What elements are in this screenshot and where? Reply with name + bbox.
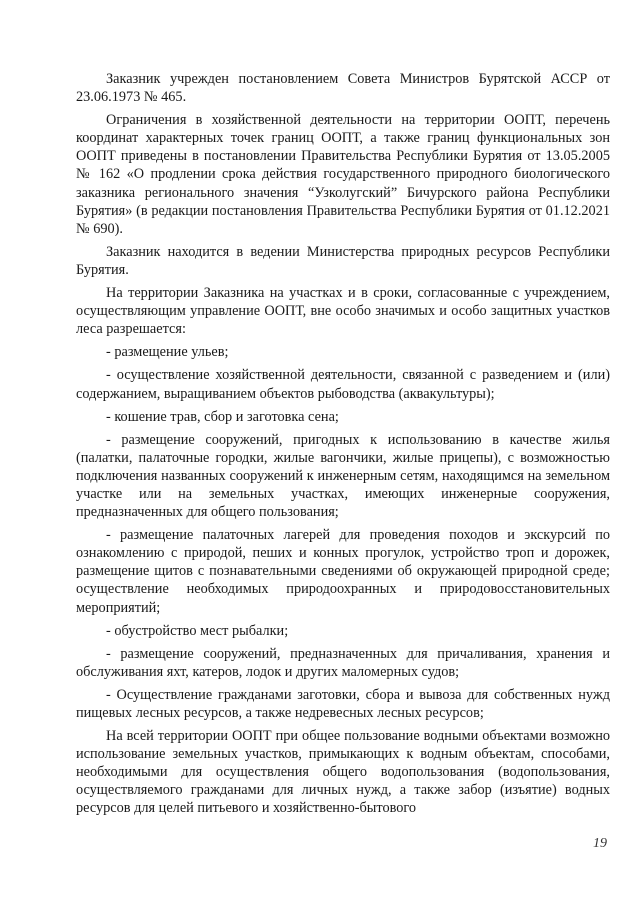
list-item-fishing-spots: - обустройство мест рыбалки; [106, 622, 289, 639]
document-body [76, 70, 610, 823]
list-item-dwellings: - размещение сооружений, пригодных к использованию в качестве жилья (палатки, палаточные городки, жилые вагончики, жилые прицепы), с возможностью подключения названных сооружений к инженерным сетям, находящимся на земельном участке или на земельных участках, имеющих инженерные сооружения, предназначенных для общего пользования; [76, 431, 610, 521]
paragraph-water-use: На всей территории ООПТ при общее пользование водными объектами возможно использование земельных участков, примыкающих к водным объектам, способами, необходимыми для осуществления общего водопользования (водопользования, осуществляемого гражданами для личных нужд, а также забор (изъятие) водных ресурсов для целей питьевого и хозяйственно-бытового [76, 728, 610, 817]
paragraph-restrictions: Ограничения в хозяйственной деятельности на территории ООПТ, перечень координат характерных точек границ ООПТ, а также границ функциональных зон ООПТ приведены в постановлении Правительства Республики Бурятия от 13.05.2005 № 162 «О продлении срока действия государственного природного биологического заказника регионального значения “Узколугский” Бичурского района Республики Бурятия» (в редакции постановления Правительства Республики Бурятия от 01.12.2021 № 690). [76, 112, 610, 237]
list-item-haymaking: - кошение трав, сбор и заготовка сена; [106, 408, 339, 425]
paragraph-establishment: Заказник учрежден постановлением Совета Министров Бурятской АССР от 23.06.1973 № 465. [76, 71, 610, 106]
paragraph-permitted-intro: На территории Заказника на участках и в сроки, согласованные с учреждением, осуществляющим управление ООПТ, вне особо значимых и особо защитных участков леса разрешается: [76, 285, 610, 338]
list-item-tent-camps: - размещение палаточных лагерей для проведения походов и экскурсий по ознакомлению с природой, пеших и конных прогулок, устройство троп и дорожек, размещение щитов с познавательными сведениями об окружающей природной среде; осуществление необходимых природоохранных и природовосстановительных мероприятий; [76, 527, 610, 616]
list-item-forest-resources: - Осуществление гражданами заготовки, сбора и вывоза для собственных нужд пищевых лесных ресурсов, а также недревесных лесных ресурсов; [76, 686, 610, 721]
page-number: 19 [593, 836, 607, 851]
list-item-aquaculture: - осуществление хозяйственной деятельности, связанной с разведением и (или) содержанием, выращиванием объектов рыбоводства (аквакультуры); [76, 367, 610, 402]
paragraph-jurisdiction: Заказник находится в ведении Министерства природных ресурсов Республики Бурятия. [76, 243, 610, 278]
list-item-boat-facilities: - размещение сооружений, предназначенных для причаливания, хранения и обслуживания яхт, катеров, лодок и других маломерных судов; [76, 645, 610, 680]
list-item-beehives: - размещение ульев; [106, 344, 229, 361]
